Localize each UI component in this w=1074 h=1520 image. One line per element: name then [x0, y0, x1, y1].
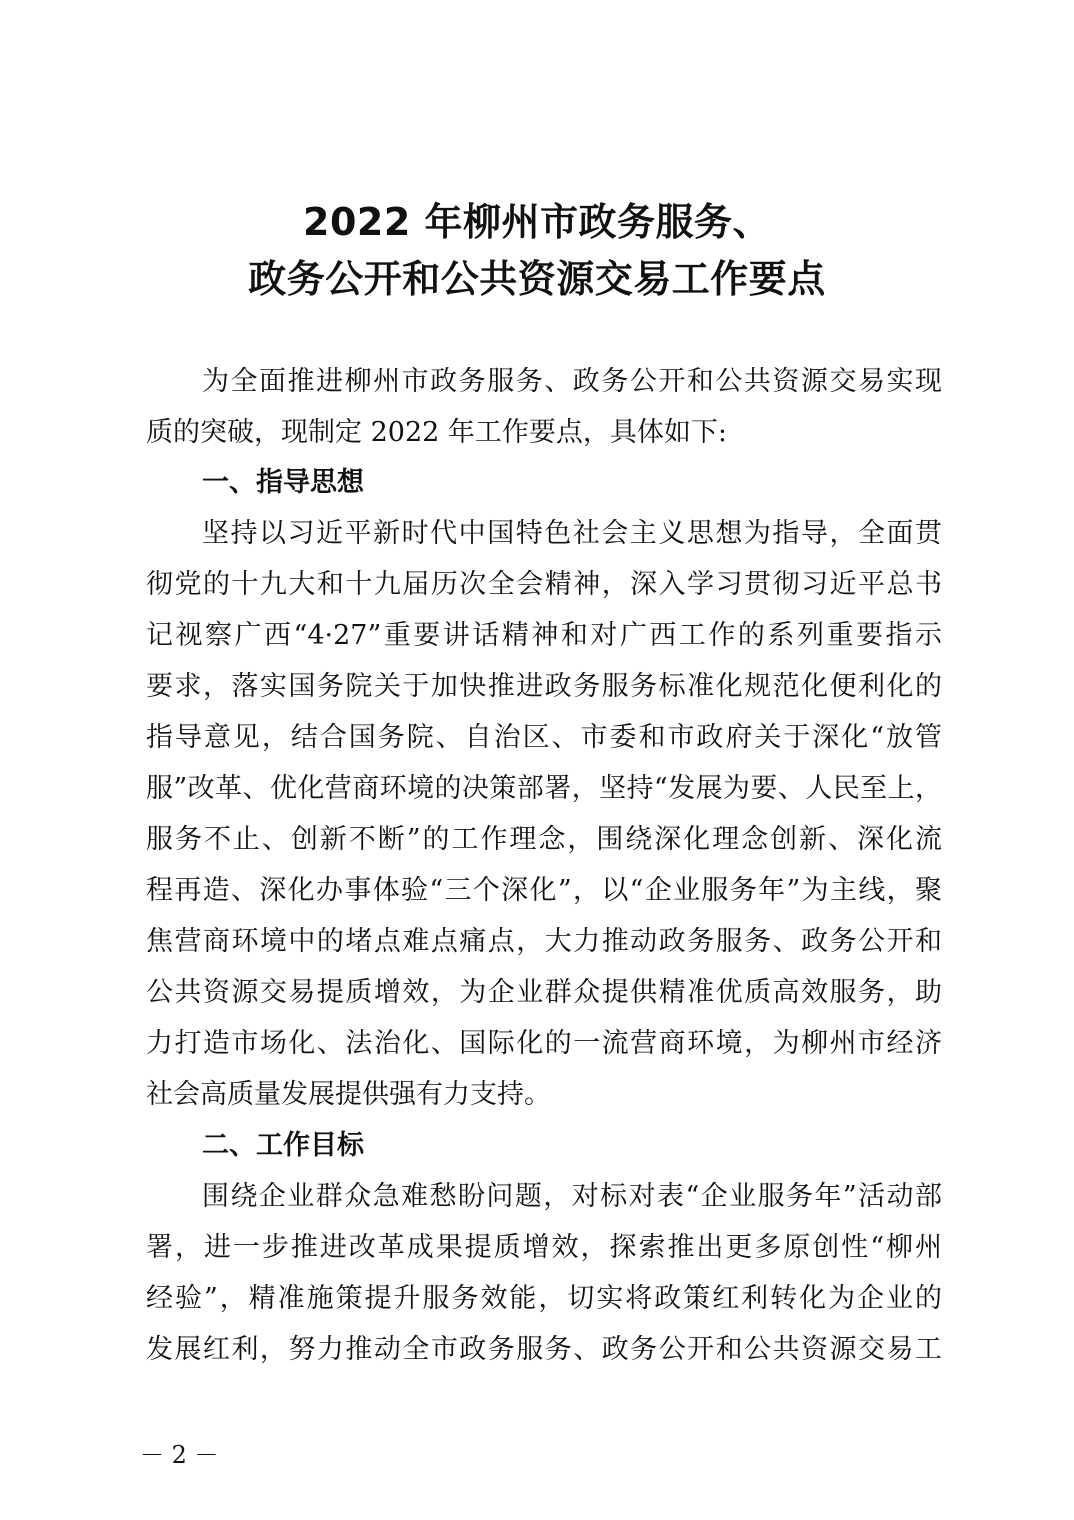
- section-heading-guiding-ideology: 一、指导思想: [202, 467, 364, 498]
- paragraph-line: 经验”，精准施策提升服务效能，切实将政策红利转化为企业的: [146, 1283, 942, 1314]
- paragraph-line: 社会高质量发展提供强有力支持。: [146, 1079, 551, 1110]
- document-title-line-1: 2022 年柳州市政务服务、: [303, 200, 771, 244]
- paragraph-line: 记视察广西“4·27”重要讲话精神和对广西工作的系列重要指示: [146, 620, 942, 651]
- paragraph-line: 要求，落实国务院关于加快推进政务服务标准化规范化便利化的: [146, 671, 942, 702]
- paragraph-line: 指导意见，结合国务院、自治区、市委和市政府关于深化“放管: [146, 722, 942, 753]
- document-title-line-2: 政务公开和公共资源交易工作要点: [248, 257, 826, 301]
- paragraph-line: 坚持以习近平新时代中国特色社会主义思想为指导，全面贯: [202, 518, 942, 549]
- paragraph-line: 围绕企业群众急难愁盼问题，对标对表“企业服务年”活动部: [202, 1181, 942, 1212]
- intro-line: 质的突破，现制定 2022 年工作要点，具体如下:: [146, 417, 727, 448]
- paragraph-line: 发展红利，努力推动全市政务服务、政务公开和公共资源交易工: [146, 1334, 942, 1365]
- page-number: － 2 －: [140, 1441, 219, 1469]
- paragraph-line: 服”改革、优化营商环境的决策部署，坚持“发展为要、人民至上，: [146, 773, 942, 804]
- paragraph-line: 彻党的十九大和十九届历次全会精神，深入学习贯彻习近平总书: [146, 569, 942, 600]
- paragraph-line: 程再造、深化办事体验“三个深化”，以“企业服务年”为主线，聚: [146, 875, 942, 906]
- intro-line: 为全面推进柳州市政务服务、政务公开和公共资源交易实现: [202, 366, 942, 397]
- paragraph-line: 力打造市场化、法治化、国际化的一流营商环境，为柳州市经济: [146, 1028, 942, 1059]
- paragraph-line: 服务不止、创新不断”的工作理念，围绕深化理念创新、深化流: [146, 824, 942, 855]
- paragraph-line: 焦营商环境中的堵点难点痛点，大力推动政务服务、政务公开和: [146, 926, 942, 957]
- paragraph-line: 署，进一步推进改革成果提质增效，探索推出更多原创性“柳州: [146, 1232, 942, 1263]
- section-heading-work-goals: 二、工作目标: [202, 1130, 364, 1161]
- paragraph-line: 公共资源交易提质增效，为企业群众提供精准优质高效服务，助: [146, 977, 942, 1008]
